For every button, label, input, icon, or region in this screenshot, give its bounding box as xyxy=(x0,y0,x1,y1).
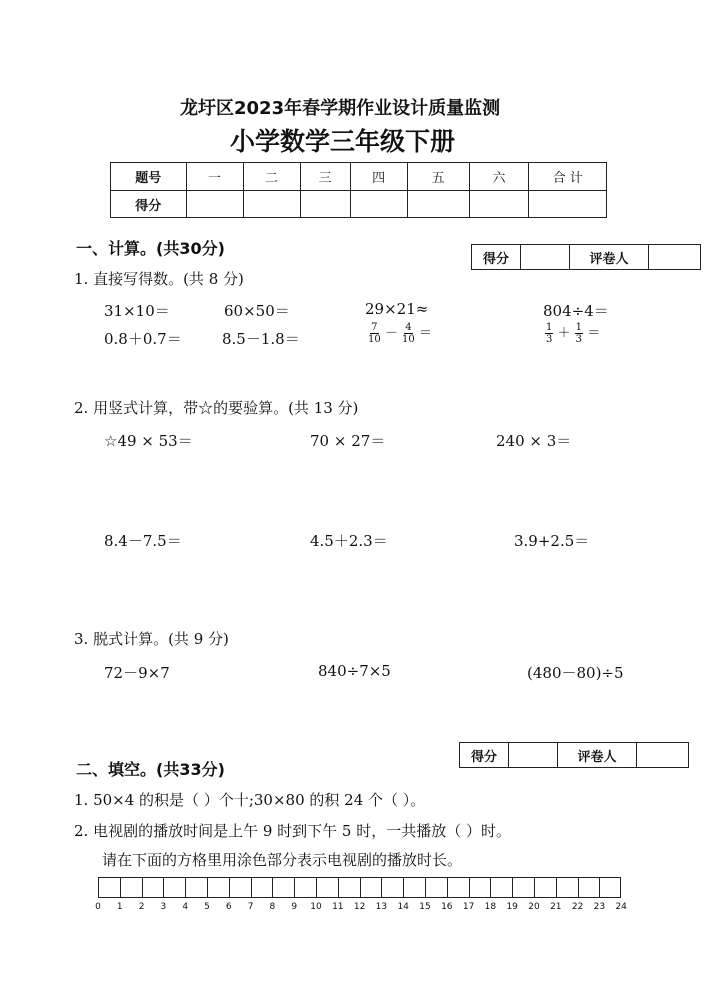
denominator: 3 xyxy=(575,334,583,345)
denominator: 3 xyxy=(546,334,553,345)
section1-grader-table xyxy=(471,244,701,270)
hour-label: 5 xyxy=(204,902,210,912)
fraction-problem-1 xyxy=(368,322,432,345)
score-input-cell[interactable] xyxy=(186,191,243,218)
hour-label: 17 xyxy=(462,902,475,912)
score-table xyxy=(110,162,607,218)
hour-label: 19 xyxy=(506,902,518,912)
fill-question-1: 1. 50×4 的积是（ ）个十;30×80 的积 24 个（ ）。 xyxy=(74,791,426,809)
exam-subtitle: 小学数学三年级下册 xyxy=(230,127,456,156)
hour-label: 0 xyxy=(95,902,101,912)
hour-cell[interactable] xyxy=(251,877,273,898)
problem: 70 × 27＝ xyxy=(310,432,386,450)
exam-title: 龙圩区2023年春学期作业设计质量监测 xyxy=(180,98,501,119)
hour-cell[interactable] xyxy=(556,877,578,898)
denominator: 10 xyxy=(402,334,415,345)
hour-label: 11 xyxy=(332,902,344,912)
hour-cell[interactable] xyxy=(316,877,338,898)
numerator: 1 xyxy=(575,322,583,333)
hour-cell[interactable] xyxy=(120,877,142,898)
problem: 4.5＋2.3＝ xyxy=(310,532,388,550)
fill-question-2-note: 请在下面的方格里用涂色部分表示电视剧的播放时长。 xyxy=(102,851,463,869)
score-header-cell: 六 xyxy=(469,163,529,191)
problem: 31×10＝ xyxy=(104,302,170,320)
problem: 240 × 3＝ xyxy=(496,432,572,450)
time-ruler-grid[interactable] xyxy=(98,877,621,898)
section2-grader-table xyxy=(459,742,689,768)
equals: ＝ xyxy=(418,326,432,341)
hour-cell[interactable] xyxy=(403,877,425,898)
problem: 72－9×7 xyxy=(104,664,170,682)
hour-label: 8 xyxy=(269,902,276,912)
hour-label: 24 xyxy=(615,902,627,912)
hour-label: 23 xyxy=(593,902,606,912)
hour-cell[interactable] xyxy=(469,877,491,898)
hour-label: 16 xyxy=(441,902,453,912)
score-header-cell: 一 xyxy=(186,163,243,191)
hour-cell[interactable] xyxy=(294,877,316,898)
hour-cell[interactable] xyxy=(360,877,382,898)
score-input-cell[interactable] xyxy=(407,191,469,218)
operator: ＋ xyxy=(557,326,571,341)
score-header-cell: 四 xyxy=(350,163,407,191)
hour-cell[interactable] xyxy=(512,877,534,898)
score-input-cell[interactable] xyxy=(300,191,350,218)
hour-cell[interactable] xyxy=(447,877,469,898)
hour-cell[interactable] xyxy=(272,877,294,898)
hour-label: 21 xyxy=(550,902,562,912)
hour-cell[interactable] xyxy=(599,877,621,898)
grader-name-cell[interactable] xyxy=(637,743,689,768)
score-input-cell[interactable] xyxy=(350,191,407,218)
score-header-cell: 二 xyxy=(243,163,300,191)
problem: 8.4－7.5＝ xyxy=(104,532,182,550)
hour-label: 13 xyxy=(375,902,388,912)
hour-label: 18 xyxy=(484,902,497,912)
score-header-cell: 三 xyxy=(300,163,350,191)
problem: 3.9+2.5＝ xyxy=(514,532,590,550)
equals: ＝ xyxy=(587,326,601,341)
hour-label: 22 xyxy=(571,902,584,912)
hour-cell[interactable] xyxy=(578,877,600,898)
q1-label: 1. 直接写得数。(共 8 分) xyxy=(74,270,244,288)
score-header-cell: 题号 xyxy=(111,163,187,191)
hour-cell[interactable] xyxy=(163,877,185,898)
hour-label: 7 xyxy=(247,902,254,912)
grader-name-label: 评卷人 xyxy=(570,245,649,270)
problem: 8.5－1.8＝ xyxy=(222,330,300,348)
grader-name-cell[interactable] xyxy=(649,245,701,270)
hour-label: 2 xyxy=(138,902,145,912)
problem: 804÷4＝ xyxy=(543,302,609,320)
score-input-cell[interactable] xyxy=(529,191,607,218)
problem: 840÷7×5 xyxy=(318,662,391,680)
problem: ☆49 × 53＝ xyxy=(104,432,193,450)
hour-label: 6 xyxy=(225,902,232,912)
hour-cell[interactable] xyxy=(229,877,251,898)
q2-label: 2. 用竖式计算，带☆的要验算。(共 13 分) xyxy=(74,399,359,417)
hour-label: 4 xyxy=(182,902,189,912)
numerator: 7 xyxy=(371,322,378,333)
hour-cell[interactable] xyxy=(338,877,360,898)
hour-cell[interactable] xyxy=(185,877,207,898)
grader-score-label: 得分 xyxy=(460,743,509,768)
score-header-cell: 五 xyxy=(407,163,469,191)
section1-title: 一、计算。(共30分) xyxy=(76,239,225,258)
grader-name-label: 评卷人 xyxy=(558,743,637,768)
hour-label: 9 xyxy=(291,902,298,912)
problem: 60×50＝ xyxy=(224,302,290,320)
hour-cell[interactable] xyxy=(534,877,556,898)
numerator: 1 xyxy=(546,322,553,333)
score-input-cell[interactable] xyxy=(469,191,529,218)
numerator: 4 xyxy=(405,322,412,333)
hour-cell[interactable] xyxy=(98,877,120,898)
grader-score-cell[interactable] xyxy=(509,743,558,768)
hour-label: 20 xyxy=(528,902,540,912)
hour-label: 1 xyxy=(116,902,123,912)
score-header-cell: 合 计 xyxy=(529,163,607,191)
fraction-problem-2 xyxy=(545,322,600,345)
fill-question-2: 2. 电视剧的播放时间是上午 9 时到下午 5 时，一共播放（ ）时。 xyxy=(74,822,512,840)
hour-cell[interactable] xyxy=(425,877,447,898)
hour-cell[interactable] xyxy=(381,877,403,898)
grader-score-label: 得分 xyxy=(472,245,521,270)
problem: 0.8＋0.7＝ xyxy=(104,330,182,348)
operator: － xyxy=(384,326,398,341)
hour-label: 10 xyxy=(310,902,322,912)
score-input-cell[interactable] xyxy=(243,191,300,218)
q3-label: 3. 脱式计算。(共 9 分) xyxy=(74,630,229,648)
hour-label: 3 xyxy=(160,902,167,912)
hour-label: 14 xyxy=(397,902,409,912)
section2-title: 二、填空。(共33分) xyxy=(76,760,225,779)
hour-cell[interactable] xyxy=(142,877,164,898)
score-row-label: 得分 xyxy=(111,191,187,218)
denominator: 10 xyxy=(368,334,381,345)
hour-label: 15 xyxy=(419,902,431,912)
hour-cell[interactable] xyxy=(490,877,512,898)
problem: 29×21≈ xyxy=(365,300,429,318)
hour-cell[interactable] xyxy=(207,877,229,898)
grader-score-cell[interactable] xyxy=(521,245,570,270)
problem: (480－80)÷5 xyxy=(527,664,624,682)
hour-label: 12 xyxy=(353,902,366,912)
